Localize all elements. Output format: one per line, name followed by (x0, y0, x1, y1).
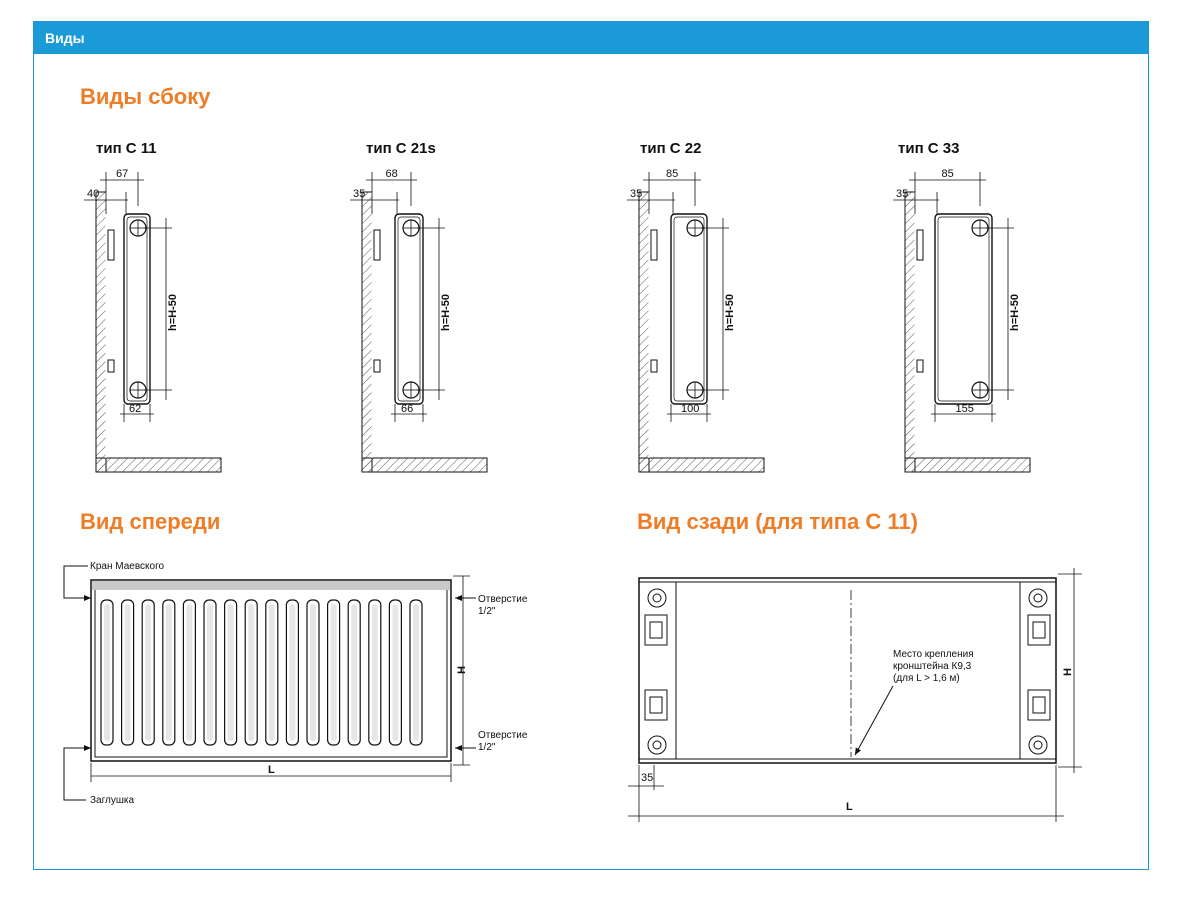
back-length-label: L (846, 801, 853, 813)
edge-dim-label: 35 (641, 772, 654, 784)
bottom-dim-label: 155 (955, 403, 974, 415)
radiator-body (124, 214, 150, 404)
bottom-dim-label: 66 (401, 403, 414, 415)
section-back-view: Вид сзади (для типа С 11) (637, 509, 918, 534)
wall (362, 192, 372, 472)
side-view-type-label: тип С 33 (898, 140, 960, 157)
side-view-type-label: тип С 21s (366, 140, 436, 157)
bracket (108, 360, 114, 372)
height-dim-label: h=H-50 (724, 294, 736, 331)
bracket-bottom-left (645, 690, 667, 720)
bracket-top-left (645, 615, 667, 645)
side-view-type-label: тип С 22 (640, 140, 702, 157)
bracket-top-right (1028, 615, 1050, 645)
wall-dim-label: 35 (353, 188, 366, 200)
mount-note-line3: (для L > 1,6 м) (893, 673, 960, 684)
section-front-view: Вид спереди (80, 509, 221, 534)
back-view-drawing (628, 568, 1082, 822)
wall (639, 192, 649, 472)
front-fins (101, 600, 422, 745)
side-view-drawing (84, 168, 221, 472)
back-outer-frame (639, 578, 1056, 763)
bracket-bottom-right (1028, 690, 1050, 720)
hole-bottom-label-line1: Отверстие (478, 730, 528, 741)
valve-label: Кран Маевского (90, 561, 165, 572)
wall (96, 192, 106, 472)
bracket (651, 230, 657, 260)
height-dim-label: h=H-50 (167, 294, 179, 331)
bracket (651, 360, 657, 372)
bracket (917, 360, 923, 372)
mount-note-leader (855, 686, 893, 755)
wall-dim-label: 35 (896, 188, 909, 200)
floor (362, 458, 487, 472)
mount-note-line2: кронштейна К9,3 (893, 661, 972, 672)
side-view-drawing (893, 168, 1030, 472)
plug-leader (64, 748, 91, 800)
bracket (917, 230, 923, 260)
bracket (374, 360, 380, 372)
header-title: Виды (45, 30, 85, 46)
front-top-grille (92, 581, 450, 590)
side-view-drawing (350, 168, 487, 472)
radiator-body (671, 214, 707, 404)
front-view-drawing (64, 561, 528, 806)
side-view-type-label: тип С 11 (96, 140, 157, 157)
radiator-body (935, 214, 992, 404)
wall-dim-label: 35 (630, 188, 643, 200)
radiator-body (395, 214, 423, 404)
hole-top-label-line1: Отверстие (478, 594, 528, 605)
top-dim-label: 68 (385, 168, 398, 180)
section-side-views: Виды сбоку (80, 84, 211, 109)
fitting-bottom-left (648, 736, 666, 754)
bottom-dim-label: 62 (129, 403, 142, 415)
top-dim-label: 85 (941, 168, 954, 180)
height-dim-label: h=H-50 (440, 294, 452, 331)
floor (639, 458, 764, 472)
plug-label: Заглушка (90, 795, 135, 806)
side-view-drawing (627, 168, 764, 472)
floor (96, 458, 221, 472)
back-height-label: H (1062, 668, 1074, 676)
fitting-top-right (1029, 589, 1047, 607)
top-dim-label: 85 (666, 168, 679, 180)
fitting-top-left (648, 589, 666, 607)
valve-leader (64, 566, 91, 598)
mount-note-line1: Место крепления (893, 649, 974, 660)
front-length-label: L (268, 764, 275, 776)
hole-bottom-label-line2: 1/2" (478, 742, 496, 753)
hole-top-label-line2: 1/2" (478, 606, 496, 617)
top-dim-label: 67 (116, 168, 129, 180)
fitting-bottom-right (1029, 736, 1047, 754)
bracket (108, 230, 114, 260)
wall (905, 192, 915, 472)
bracket (374, 230, 380, 260)
wall-dim-label: 40 (87, 188, 100, 200)
height-dim-label: h=H-50 (1009, 294, 1021, 331)
floor (905, 458, 1030, 472)
bottom-dim-label: 100 (681, 403, 700, 415)
front-height-label: H (456, 666, 468, 674)
